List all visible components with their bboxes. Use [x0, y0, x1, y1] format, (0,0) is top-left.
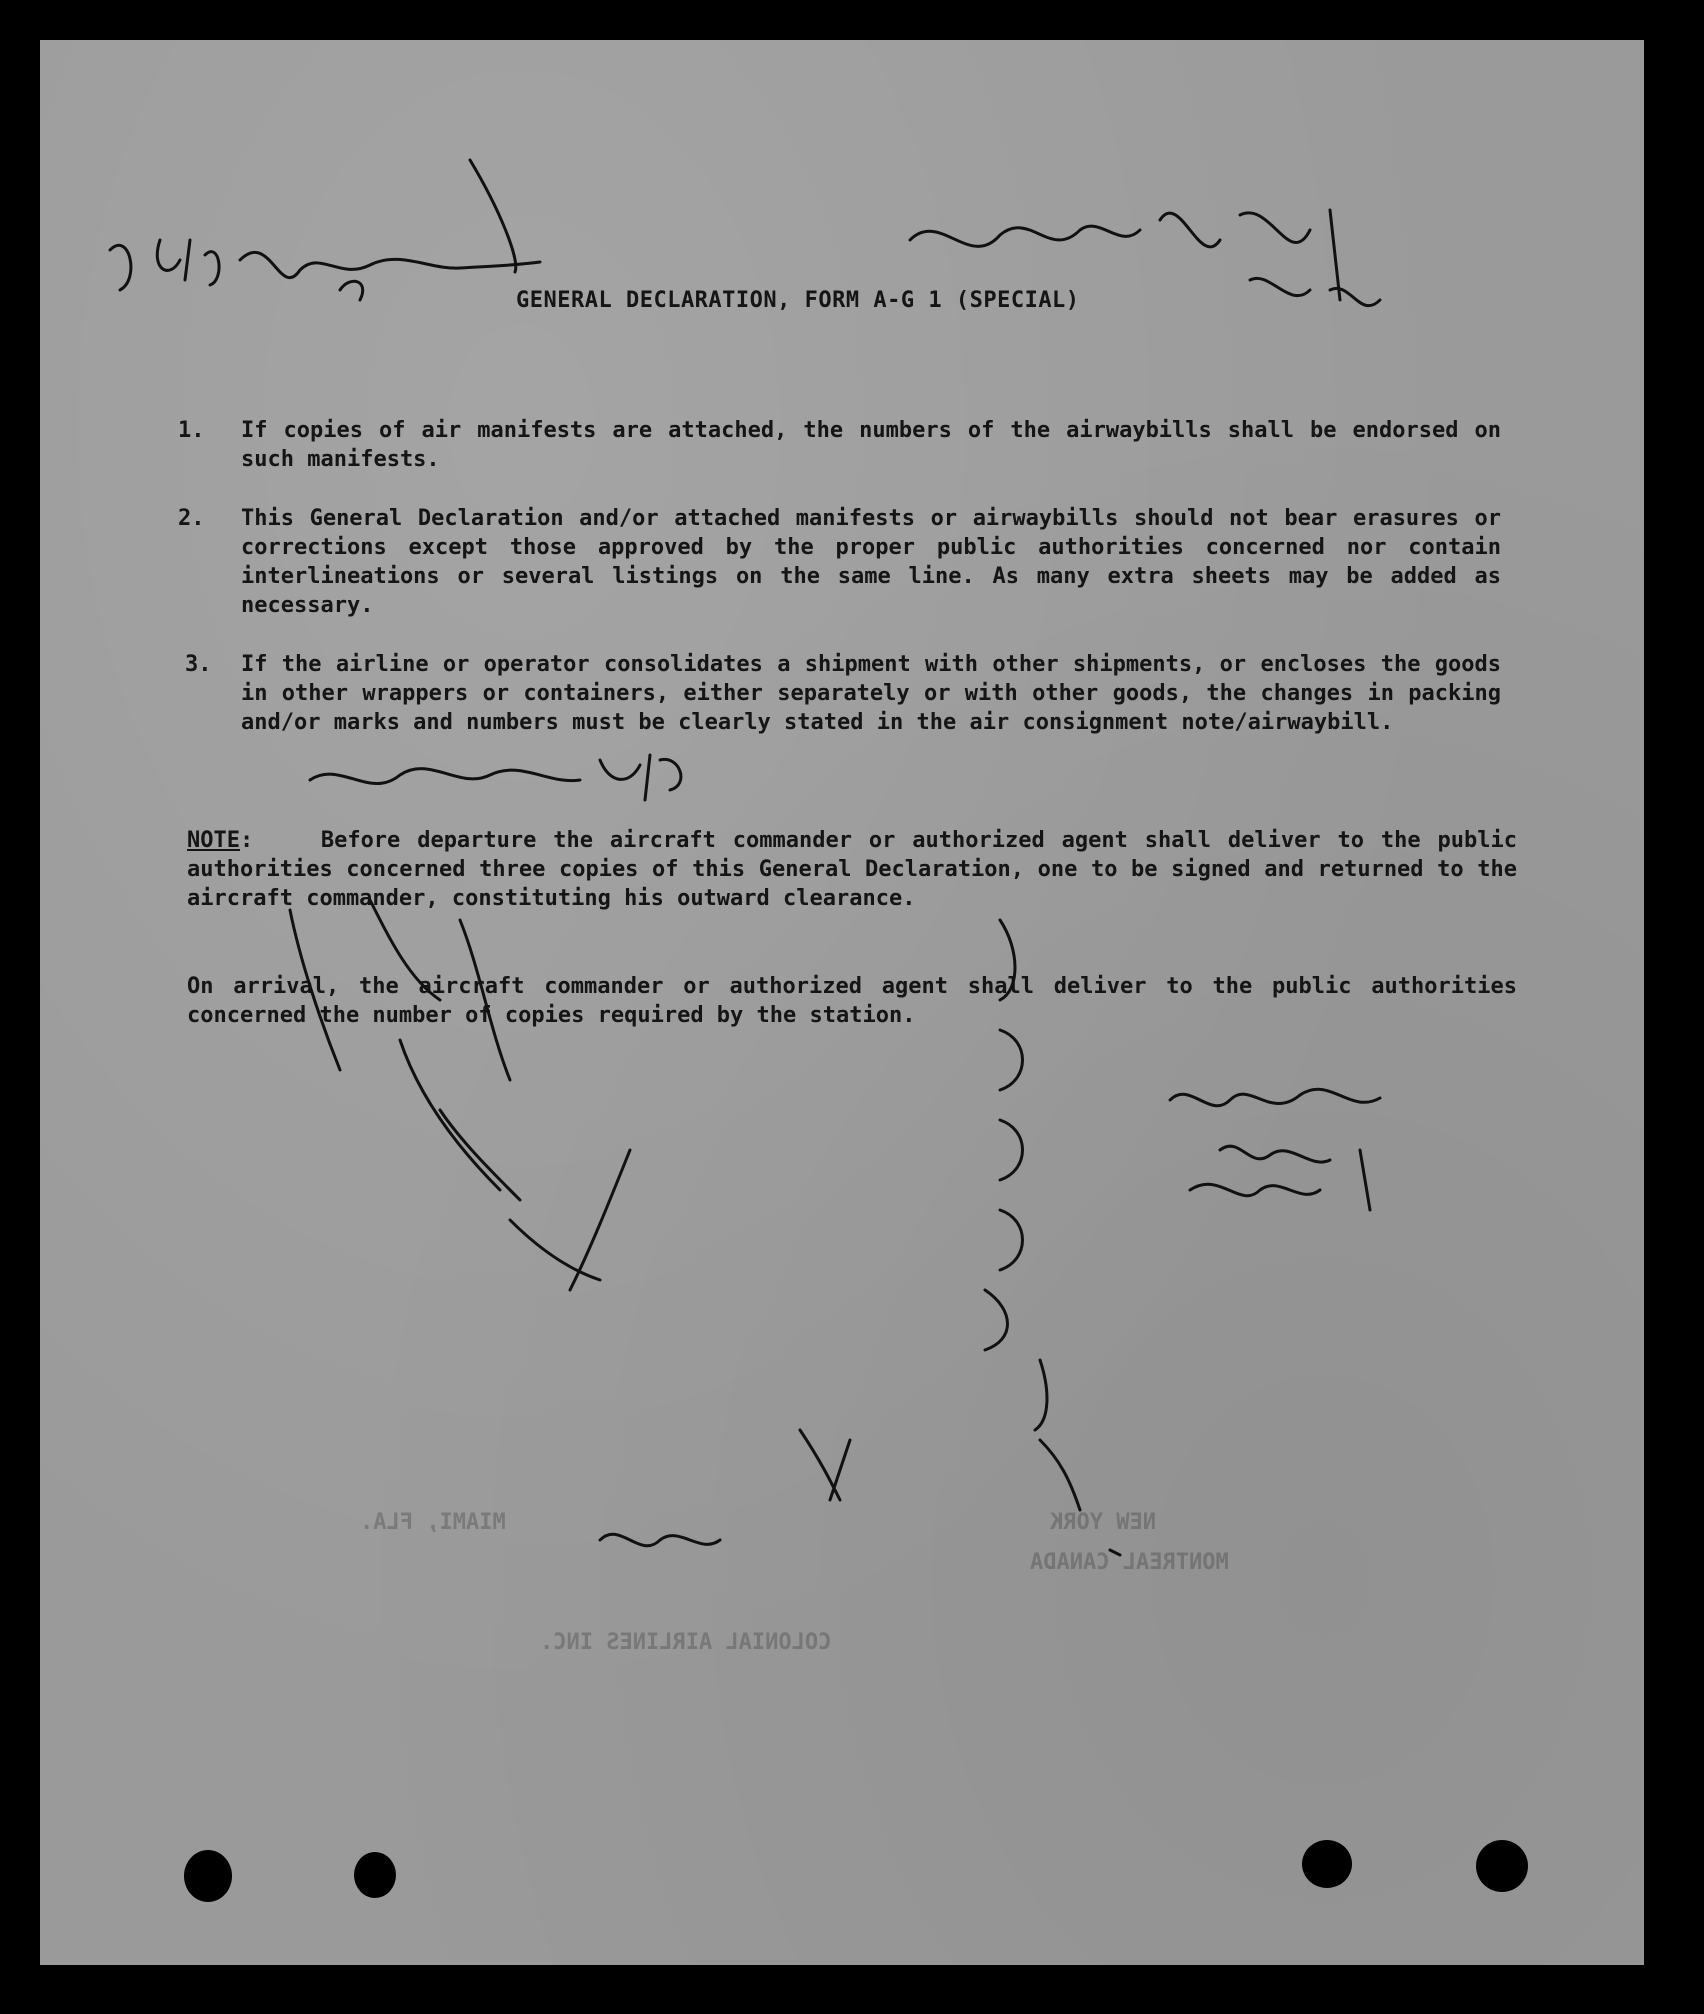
bleed-through-text: NEW YORK	[1050, 1510, 1156, 1535]
punch-hole	[1476, 1840, 1528, 1892]
item-number: 2.	[178, 506, 205, 531]
document-page	[40, 40, 1644, 1965]
item-text: This General Declaration and/or attached manifests or airwaybills should not bear erasures or corrections except those approved by the proper public authorities concerned nor contain interlineations or several listings on the same line. As many extra sheets may be added as necessary.	[241, 506, 1501, 618]
punch-hole	[184, 1850, 232, 1902]
arrival-paragraph: On arrival, the aircraft commander or authorized agent shall deliver to the public authorities concerned the number of copies required by the station.	[187, 974, 1517, 1028]
item-number: 1.	[178, 418, 205, 443]
bleed-through-text: MIAMI, FLA.	[360, 1510, 506, 1535]
note-text: Before departure the aircraft commander or authorized agent shall deliver to the public authorities concerned three copies of this General Declaration, one to be signed and returned to the aircraft commander, constituting his outward clearance.	[187, 828, 1517, 911]
bleed-through-text: COLONIAL AIRLINES INC.	[540, 1630, 832, 1655]
bleed-through-text: MONTREAL CANADA	[1030, 1550, 1229, 1575]
page-title: GENERAL DECLARATION, FORM A-G 1 (SPECIAL)	[516, 288, 1080, 313]
punch-hole	[1302, 1840, 1352, 1888]
item-number: 3.	[185, 652, 212, 677]
item-text: If the airline or operator consolidates a shipment with other shipments, or encloses the goods in other wrappers or containers, either separately or with other goods, the changes in packing and/or marks and numbers must be clearly stated in the air consignment note/airwaybill.	[241, 652, 1501, 735]
note-label: NOTE	[187, 828, 240, 853]
punch-hole	[354, 1852, 396, 1898]
item-text: If copies of air manifests are attached, the numbers of the airwaybills shall be endorsed on such manifests.	[241, 418, 1501, 472]
note-paragraph: NOTE: Before departure the aircraft commander or authorized agent shall deliver to the public authorities concerned three copies of this General Declaration, one to be signed and returned to the aircraft commander, constituting his outward clearance.	[187, 828, 1517, 911]
